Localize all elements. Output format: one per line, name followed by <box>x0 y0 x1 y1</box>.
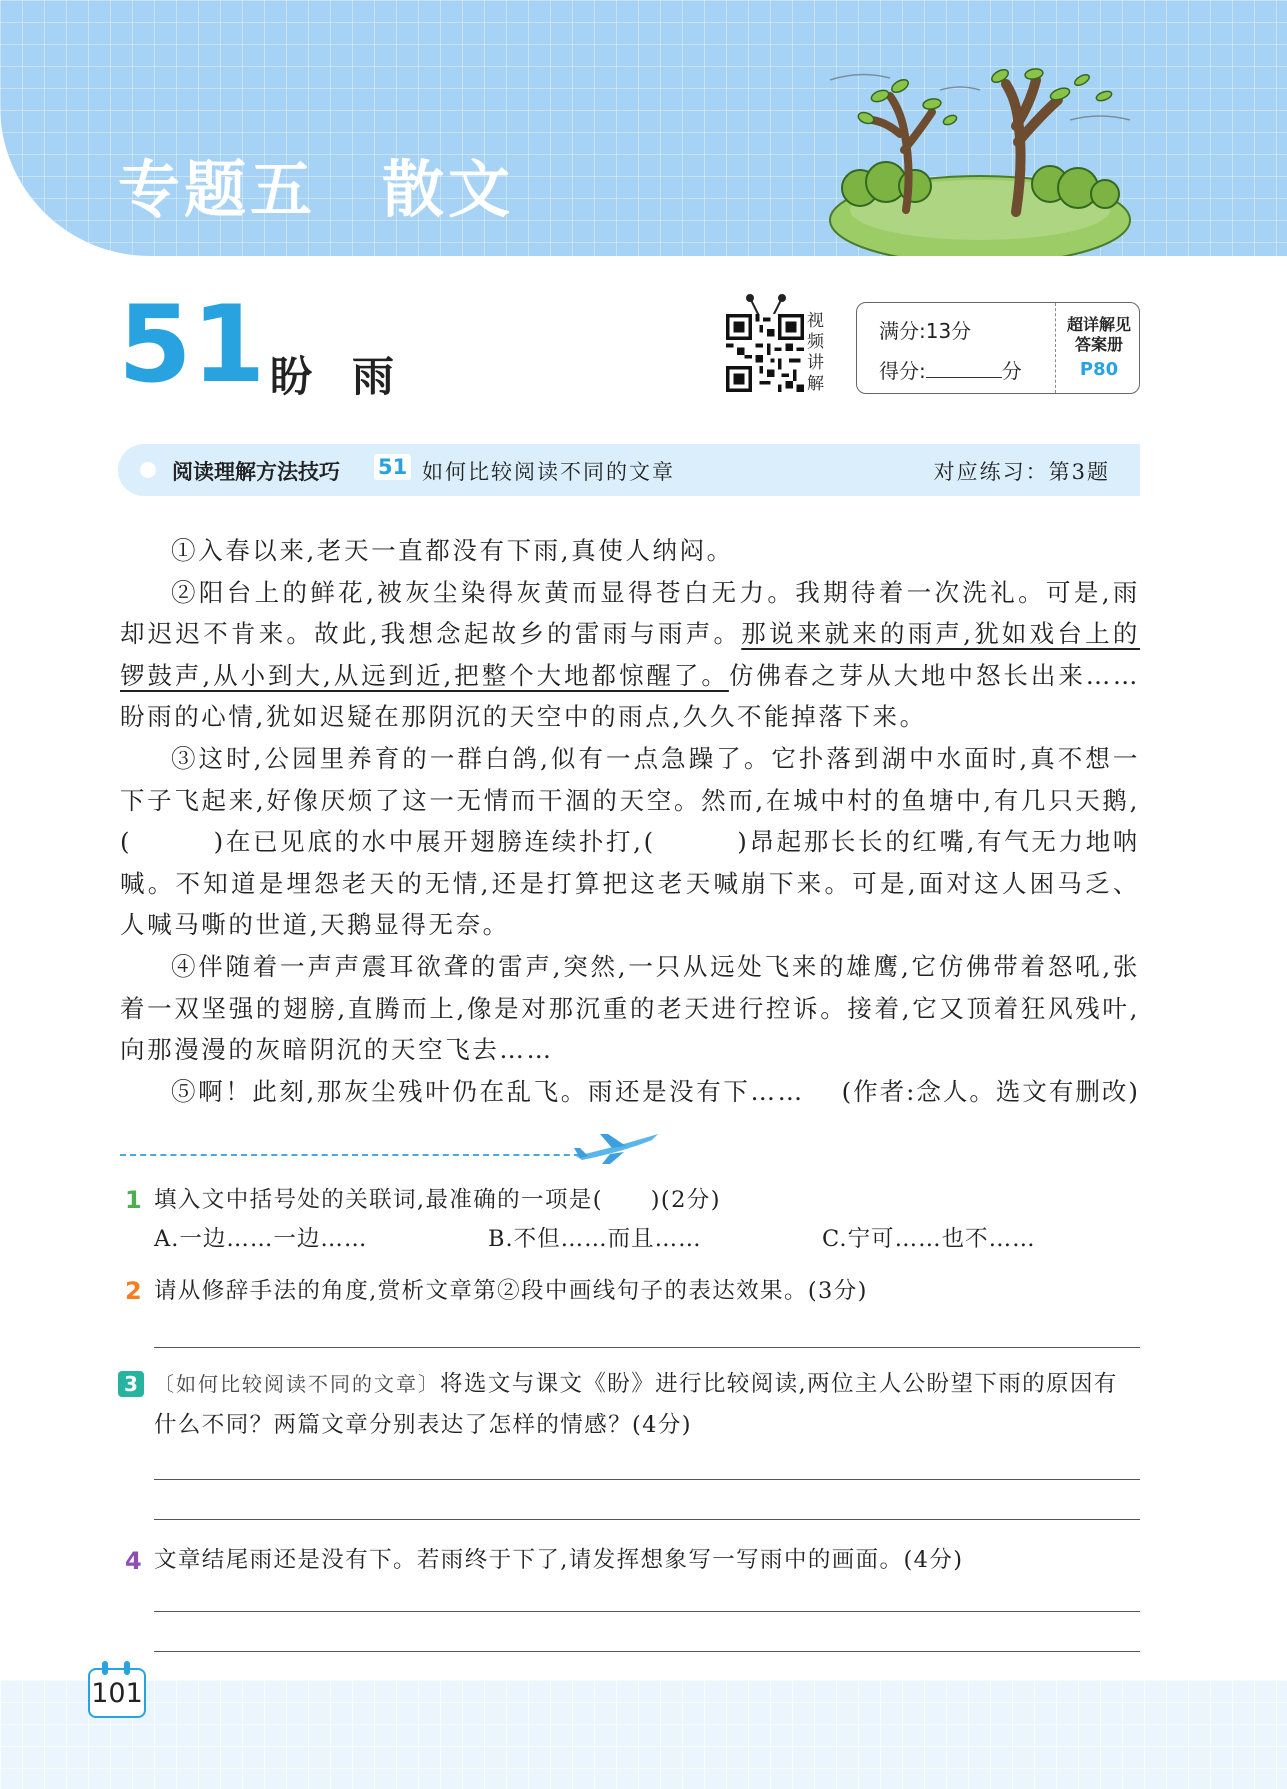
question-3-answer-line[interactable] <box>154 1519 1140 1520</box>
trees-illustration <box>820 60 1140 256</box>
paragraph-5: ⑤啊！此刻,那灰尘残叶仍在乱飞。雨还是没有下…… (作者:念人。选文有删改) <box>120 1071 1140 1113</box>
paragraph-2: ②阳台上的鲜花,被灰尘染得灰黄而显得苍白无力。我期待着一次洗礼。可是,雨却迟迟不肯来。故此,我想念起故乡的雷雨与雨声。那说来就来的雨声,犹如戏台上的锣鼓声,从小到大,从远到近,把整个大地都惊醒了。仿佛春之芽从大地中怒长出来……盼雨的心情,犹如迟疑在那阴沉的天空中的雨点,久久不能掉落下来。 <box>120 577 1141 732</box>
answer-page: P80 <box>1079 359 1119 380</box>
score-divider <box>1055 303 1056 393</box>
question-2-answer-line[interactable] <box>154 1347 1140 1348</box>
section-divider <box>120 1154 590 1156</box>
method-number: 51 <box>374 454 411 480</box>
airplane-icon <box>572 1130 662 1166</box>
paragraph-1: ①入春以来,老天一直都没有下雨,真使人纳闷。 <box>171 536 734 565</box>
full-score: 满分:13分 <box>879 319 972 343</box>
footer-band <box>0 1680 1287 1789</box>
reading-passage <box>120 530 1140 1112</box>
paragraph-4: ④伴随着一声声震耳欲聋的雷声,突然,一只从远处飞来的雄鹰,它仿佛带着怒吼,张着一双坚强的翅膀,直腾而上,像是对那沉重的老天进行控诉。接着,它又顶着狂风残叶,向那漫漫的灰暗阴沉的天空飞去…… <box>120 951 1140 1065</box>
question-3-text: 〔如何比较阅读不同的文章〕将选文与课文《盼》进行比较阅读,两位主人公盼望下雨的原因有什么不同？两篇文章分别表达了怎样的情感？(4分) <box>154 1371 1118 1438</box>
question-4-answer-line[interactable] <box>154 1651 1140 1652</box>
answer-note: 超详解见答案册 <box>1066 315 1131 354</box>
method-banner <box>118 444 1140 496</box>
blank-1[interactable]: ( ) <box>120 827 226 857</box>
method-label: 阅读理解方法技巧 <box>172 460 340 484</box>
page-number: 101 <box>91 1678 143 1709</box>
question-3-answer-line[interactable] <box>154 1479 1140 1480</box>
calendar-ring <box>102 1661 108 1675</box>
question-3-number: 3 <box>118 1371 144 1397</box>
author-credit: (作者:念人。选文有删改) <box>841 1076 1140 1106</box>
question-1-number: 1 <box>125 1186 142 1214</box>
score-obtained: 得分: 分 <box>879 359 1022 383</box>
score-blank[interactable] <box>926 359 1002 378</box>
lesson-number: 51 <box>118 283 266 406</box>
question-1-option-b[interactable]: B.不但……而且…… <box>488 1226 702 1252</box>
question-4-number: 4 <box>125 1547 142 1575</box>
score-box <box>856 302 1140 394</box>
question-4-answer-line[interactable] <box>154 1611 1140 1612</box>
topic-title: 专题五 散文 <box>118 153 515 226</box>
question-2-number: 2 <box>125 1277 142 1305</box>
question-3-tag: 〔如何比较阅读不同的文章〕 <box>154 1372 440 1396</box>
method-practice: 对应练习：第3题 <box>933 460 1110 484</box>
underlined-sentence: 那说来就来的雨声,犹如戏台上的锣鼓声,从小到大,从远到近,把整个大地都惊醒了。 <box>120 619 1140 690</box>
method-topic: 如何比较阅读不同的文章 <box>422 460 675 484</box>
question-2-text: 请从修辞手法的角度,赏析文章第②段中画线句子的表达效果。(3分) <box>154 1278 868 1304</box>
video-lecture-label: 视频讲解 <box>807 311 824 394</box>
blank-2[interactable]: ( ) <box>643 827 750 857</box>
question-1-option-a[interactable]: A.一边……一边…… <box>154 1226 368 1252</box>
qr-code-icon[interactable] <box>726 314 804 392</box>
question-1-option-c[interactable]: C.宁可……也不…… <box>822 1226 1036 1252</box>
paragraph-3: ③这时,公园里养育的一群白鸽,似有一点急躁了。它扑落到湖中水面时,真不想一下子飞起来,好像厌烦了这一无情而干涸的天空。然而,在城中村的鱼塘中,有几只天鹅,( )在已见底的水中展开翅膀连续扑打,( )昂起那长长的红嘴,有气无力地呐喊。不知道是埋怨老天的无情,还是打算把这老天喊崩下来。可是,面对这人困马乏、人喊马嘶的世道,天鹅显得无奈。 <box>120 743 1140 940</box>
bullet-dot <box>140 462 156 478</box>
lesson-title: 盼雨 <box>270 352 435 401</box>
question-1-text: 填入文中括号处的关联词,最准确的一项是( )(2分) <box>154 1187 721 1213</box>
calendar-ring <box>124 1661 130 1675</box>
question-4-text: 文章结尾雨还是没有下。若雨终于下了,请发挥想象写一写雨中的画面。(4分) <box>154 1547 964 1573</box>
